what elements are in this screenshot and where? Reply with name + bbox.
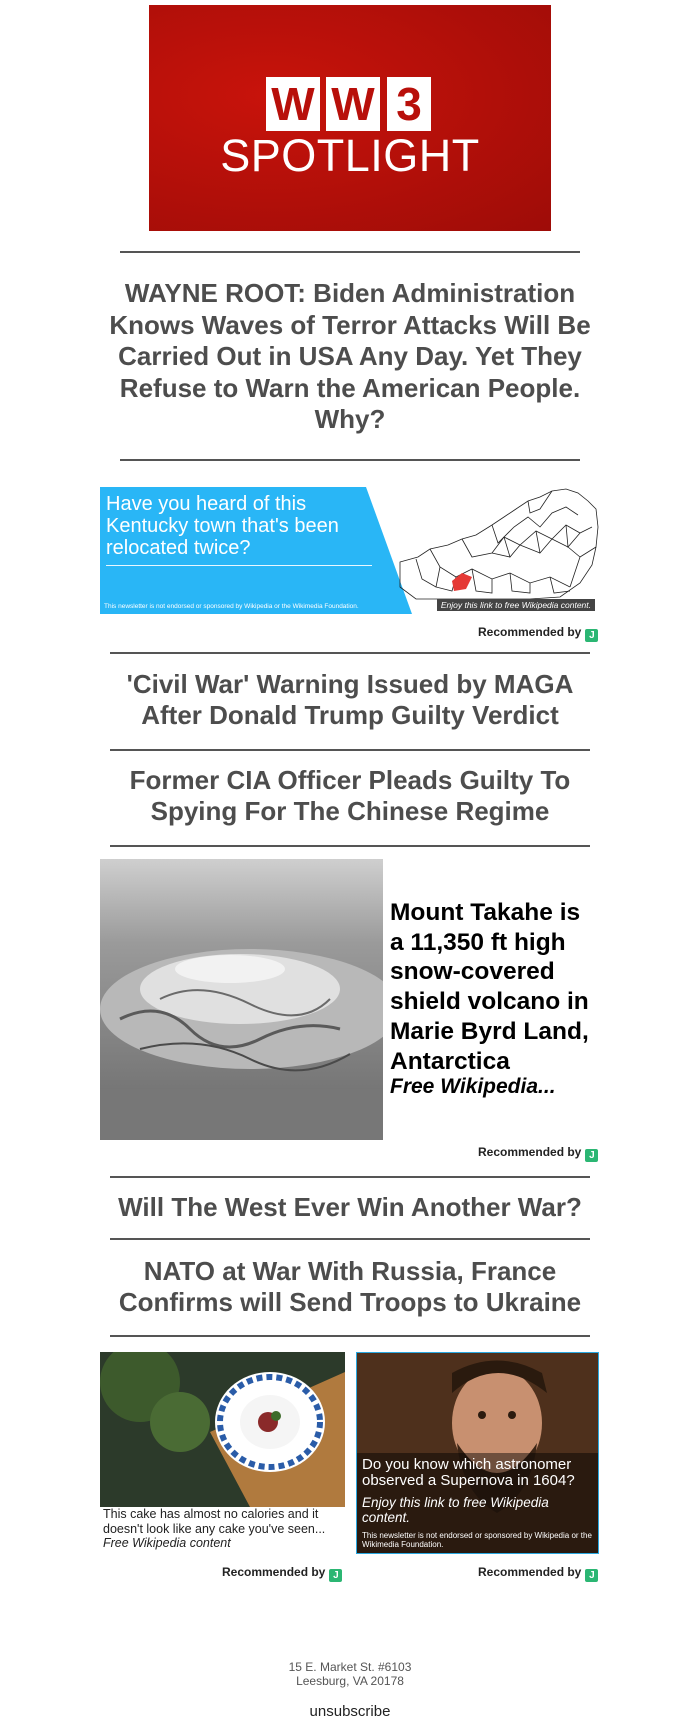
recommended-by-label: Recommended by — [478, 1565, 582, 1579]
cake-caption[interactable] — [103, 1507, 343, 1551]
cake-photo[interactable] — [100, 1352, 345, 1507]
astronomer-text — [362, 1457, 594, 1549]
logo-letter-w2: W — [326, 77, 380, 131]
jeeng-icon: J — [585, 629, 598, 642]
divider — [110, 1176, 590, 1178]
recommended-by[interactable] — [478, 1565, 598, 1582]
divider — [110, 1238, 590, 1240]
jeeng-icon: J — [585, 1149, 598, 1162]
ad-disclaimer: This newsletter is not endorsed or sponsored by Wikipedia or the Wikimedia Foundation. — [104, 603, 359, 610]
footer-address-line1: 15 E. Market St. #6103 — [288, 1660, 412, 1674]
divider — [110, 845, 590, 847]
volcano-ad-text[interactable]: Mount Takahe is a 11,350 ft high snow-covered shield volcano in Marie Byrd Land, Antarctica — [390, 899, 589, 1075]
astronomer-wikipedia-ad[interactable] — [356, 1352, 599, 1554]
ad-enjoy-link: Enjoy this link to free Wikipedia content. — [437, 599, 595, 611]
headline-nato[interactable]: NATO at War With Russia, France Confirms will Send Troops to Ukraine — [118, 1256, 582, 1317]
recommended-by[interactable] — [478, 1145, 598, 1162]
cake-caption-text: This cake has almost no calories and it doesn't look like any cake you've seen... — [103, 1507, 326, 1536]
ad-question: Have you heard of this Kentucky town that's been relocated twice? — [106, 493, 339, 559]
divider — [110, 1335, 590, 1337]
jeeng-icon: J — [585, 1569, 598, 1582]
divider — [120, 251, 580, 253]
astronomer-question: Do you know which astronomer observed a Supernova in 1604? — [362, 1456, 575, 1489]
divider — [110, 652, 590, 654]
logo-letter-w1: W — [266, 77, 320, 131]
cake-free-wikipedia: Free Wikipedia content — [103, 1536, 231, 1550]
unsubscribe-link[interactable]: unsubscribe — [309, 1703, 391, 1720]
recommended-by-label: Recommended by — [478, 1145, 582, 1159]
divider — [110, 749, 590, 751]
volcano-photo[interactable] — [100, 859, 383, 1140]
recommended-by-label: Recommended by — [222, 1565, 326, 1579]
astronomer-enjoy: Enjoy this link to free Wikipedia content. — [362, 1495, 549, 1525]
jeeng-icon: J — [329, 1569, 342, 1582]
headline-wayne-root[interactable]: WAYNE ROOT: Biden Administration Knows Waves of Terror Attacks Will Be Carried Out in USA Any Day. Yet They Refuse to Warn the American People. Why? — [109, 278, 591, 434]
recommended-by[interactable] — [478, 625, 598, 642]
headline-west-war[interactable]: Will The West Ever Win Another War? — [118, 1192, 582, 1222]
kentucky-wikipedia-ad[interactable] — [100, 487, 599, 614]
ww3-spotlight-logo[interactable] — [149, 5, 551, 231]
logo-wordmark: SPOTLIGHT — [220, 130, 480, 181]
ad-underline — [106, 565, 372, 566]
recommended-by[interactable] — [222, 1565, 342, 1582]
divider — [120, 459, 580, 461]
headline-cia-officer[interactable]: Former CIA Officer Pleads Guilty To Spying For The Chinese Regime — [129, 765, 571, 826]
headline-civil-war[interactable]: 'Civil War' Warning Issued by MAGA After Donald Trump Guilty Verdict — [126, 669, 574, 730]
footer-address-line2: Leesburg, VA 20178 — [296, 1674, 404, 1688]
astronomer-disclaimer: This newsletter is not endorsed or sponsored by Wikipedia or the Wikimedia Foundation. — [362, 1531, 592, 1549]
volcano-free-wikipedia: Free Wikipedia... — [390, 1075, 556, 1098]
logo-letter-3: 3 — [387, 77, 431, 131]
recommended-by-label: Recommended by — [478, 625, 582, 639]
